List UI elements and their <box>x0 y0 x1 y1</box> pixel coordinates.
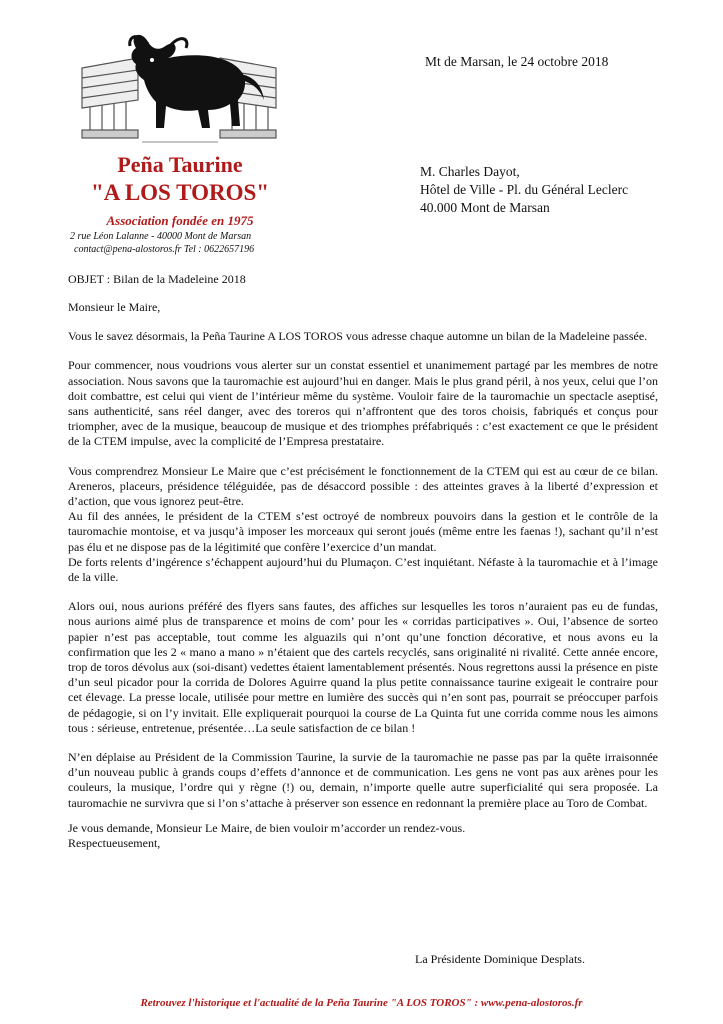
org-contact: contact@pena-alostoros.fr Tel : 0622657196 <box>74 244 255 255</box>
letter-body <box>68 300 658 851</box>
paragraph: Je vous demande, Monsieur Le Maire, de bien vouloir m’accorder un rendez-vous. <box>68 820 466 835</box>
org-address: 2 rue Léon Lalanne - 40000 Mont de Marsan <box>70 231 252 242</box>
paragraph: De forts relents d’ingérence s’échappent aujourd’hui du Plumaçon. C’est inquiétant. Néfaste à la tauromachie et à l’image de la ville. <box>68 554 658 585</box>
org-name-line2: "A LOS TOROS" <box>90 180 270 205</box>
recipient-name: M. Charles Dayot, <box>420 164 520 179</box>
paragraph: Vous comprendrez Monsieur Le Maire que c’est précisément le fonctionnement de la CTEM qui est au cœur de ce bilan. Areneros, placeurs, présidence téléguidée, pas de désaccord possible : des atteintes graves à la liberté d’expression et d’action, que vous ignorez peut-être. <box>68 463 658 509</box>
paragraph: Vous le savez désormais, la Peña Taurine A LOS TOROS vous adresse chaque automne un bilan de la Madeleine passée. <box>68 329 648 344</box>
salutation: Monsieur le Maire, <box>68 300 161 314</box>
founded-line: Association fondée en 1975 <box>106 213 254 228</box>
org-name-line1: Peña Taurine <box>117 152 243 177</box>
paragraph: Alors oui, nous aurions préféré des flyers sans fautes, des affiches sur lesquelles les toros n’auraient pas eu de fundas, nous aurions aimé plus de transparence et moins de com’ pour les « corridas participatives ». Oui, l’absence de sorteo papier n’est pas acceptable, tout comme les alguazils qui n’ont qu’une fonction décorative, et nous avons eu la confirmation que les 2 « mano a mano » n’étaient que des cartels recyclés, sans originalité ni rivalité. Cette année encore, trop de toros dévolus aux (soi-disant) vedettes étaient lamentablement présentés. Nous regrettons aussi la présence en piste d’un seul picador pour la corrida de Dolores Aguirre quand la plus petite connaissance taurine exigeait le contraire pour cet élevage. La presse locale, utilisée pour mettre en lumière des succès qui n’en sont pas, pourrait se préoccuper parfois de pédagogie, si on l’y invitait. Elle expliquerait pourquoi la course de La Quinta fut une corrida comme nous les aimons tous : sérieuse, entretenue, présentée…La seule satisfaction de ce bilan ! <box>68 599 658 735</box>
closing: Respectueusement, <box>68 836 161 851</box>
letter-object: OBJET : Bilan de la Madeleine 2018 <box>68 272 246 286</box>
place-date: Mt de Marsan, le 24 octobre 2018 <box>425 54 609 69</box>
bull-arena-logo-icon <box>78 30 280 150</box>
paragraph: Au fil des années, le président de la CTEM s’est octroyé de nombreux pouvoirs dans la gestion et le contrôle de la tauromachie montoise, et va jusqu’à imposer les morceaux qui seront joués (même entre les faenas !), sachant qu’il n’est pas élu et ne dispose pas de la légitimité que confère l’exercice d’un mandat. <box>68 509 658 554</box>
signature: La Présidente Dominique Desplats. <box>415 952 585 966</box>
recipient-block <box>420 163 628 217</box>
footer: Retrouvez l'historique et l'actualité de la Peña Taurine "A LOS TOROS" : www.pena-alostoros.fr <box>140 997 583 1009</box>
recipient-address-line1: Hôtel de Ville - Pl. du Général Leclerc <box>420 182 629 197</box>
paragraph: N’en déplaise au Président de la Commission Taurine, la survie de la tauromachie ne passe pas par la quête irraisonnée d’un nouveau public à grands coups d’effets d’annonce et de communication. Les gens ne vont pas aux arènes pour les couleurs, la musique, l’ordre qui y règne (!) ou, demain, n’importe quelle autre superficialité qui sera proposée. La tauromachie ne survivra que si l’on s’attache à préserver son essence en redonnant la première place au Toro de Combat. <box>68 750 658 810</box>
paragraph: Pour commencer, nous voudrions vous alerter sur un constat essentiel et unanimement partagé par les membres de notre association. Nous savons que la tauromachie est aujourd’hui en danger. Mais le plus grand péril, à nos yeux, celui que l’on doit combattre, est celui qui vient de l’intérieur même du système. Vouloir faire de la tauromachie un spectacle aseptisé, sans authenticité, sans réel danger, avec des toreros qui n’affrontent que des toros choisis, fabriqués et conçus pour triompher, avec de la musique, beaucoup de musique et des triomphes préfabriqués : c’est exactement ce que le président de la CTEM impulse, avec la complicité de l’Empresa prestataire. <box>68 358 658 449</box>
recipient-address-line2: 40.000 Mont de Marsan <box>420 200 550 215</box>
